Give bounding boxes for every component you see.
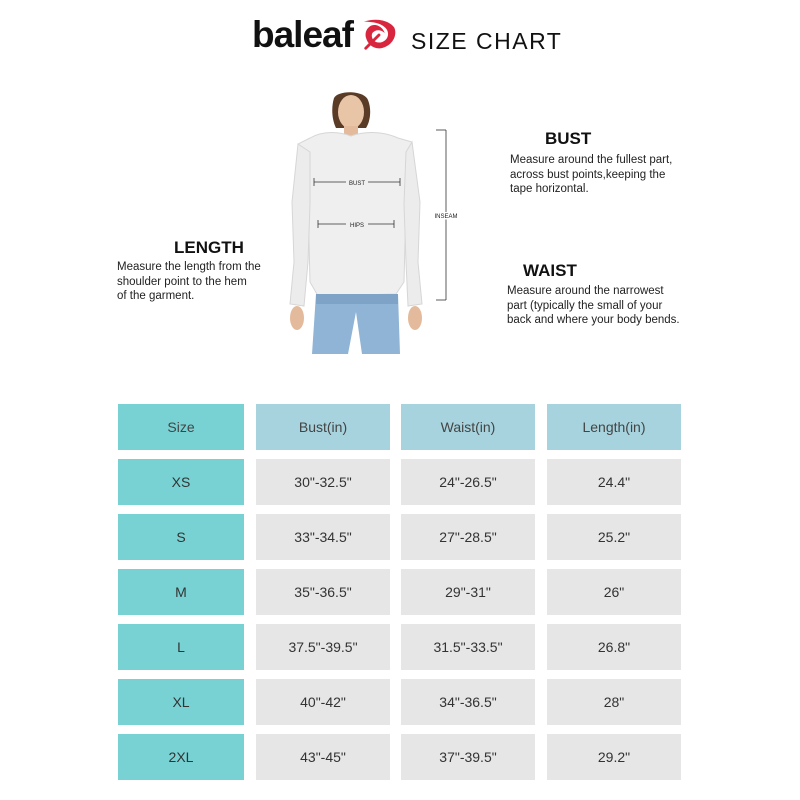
header-waist: Waist(in) [401, 404, 535, 450]
length-line-2: shoulder point to the hem [117, 275, 247, 288]
header-length: Length(in) [547, 404, 681, 450]
row-s-bust: 33"-34.5" [256, 514, 390, 560]
bust-line-2: across bust points,keeping the [510, 168, 666, 181]
row-l-length: 26.8" [547, 624, 681, 670]
waist-line-1: Measure around the narrowest [507, 285, 664, 297]
page-title: SIZE CHART [411, 28, 563, 54]
row-l-bust: 37.5"-39.5" [256, 624, 390, 670]
hips-annotation: HIPS [349, 223, 365, 229]
row-xs-waist: 24"-26.5" [401, 459, 535, 505]
row-l-waist: 31.5"-33.5" [401, 624, 535, 670]
waist-title: WAIST [523, 261, 577, 280]
row-m-bust: 35"-36.5" [256, 569, 390, 615]
row-xl-size: XL [118, 679, 244, 725]
row-xs-size: XS [118, 459, 244, 505]
waist-line-2: part (typically the small of your [507, 299, 663, 312]
row-2xl-waist: 37"-39.5" [401, 734, 535, 780]
row-s-length: 25.2" [547, 514, 681, 560]
row-s-waist: 27"-28.5" [401, 514, 535, 560]
waist-line-3: back and where your body bends. [507, 314, 680, 326]
row-m-waist: 29"-31" [401, 569, 535, 615]
brand-name: baleaf [252, 14, 353, 55]
bust-line-3: tape horizontal. [510, 183, 589, 195]
length-line-3: of the garment. [117, 290, 195, 302]
row-s-size: S [118, 514, 244, 560]
row-xl-length: 28" [547, 679, 681, 725]
row-2xl-length: 29.2" [547, 734, 681, 780]
row-m-size: M [118, 569, 244, 615]
bust-title: BUST [545, 129, 592, 148]
bust-line-1: Measure around the fullest part, [510, 154, 673, 166]
row-xl-waist: 34"-36.5" [401, 679, 535, 725]
row-xs-length: 24.4" [547, 459, 681, 505]
row-xl-bust: 40"-42" [256, 679, 390, 725]
row-l-size: L [118, 624, 244, 670]
row-2xl-size: 2XL [118, 734, 244, 780]
row-m-length: 26" [547, 569, 681, 615]
row-2xl-bust: 43"-45" [256, 734, 390, 780]
length-line-1: Measure the length from the [117, 261, 261, 273]
row-xs-bust: 30"-32.5" [256, 459, 390, 505]
inseam-annotation: INSEAM [434, 214, 458, 220]
length-title: LENGTH [174, 238, 244, 257]
header-bust: Bust(in) [256, 404, 390, 450]
header-size: Size [118, 404, 244, 450]
bust-annotation: BUST [348, 181, 366, 187]
